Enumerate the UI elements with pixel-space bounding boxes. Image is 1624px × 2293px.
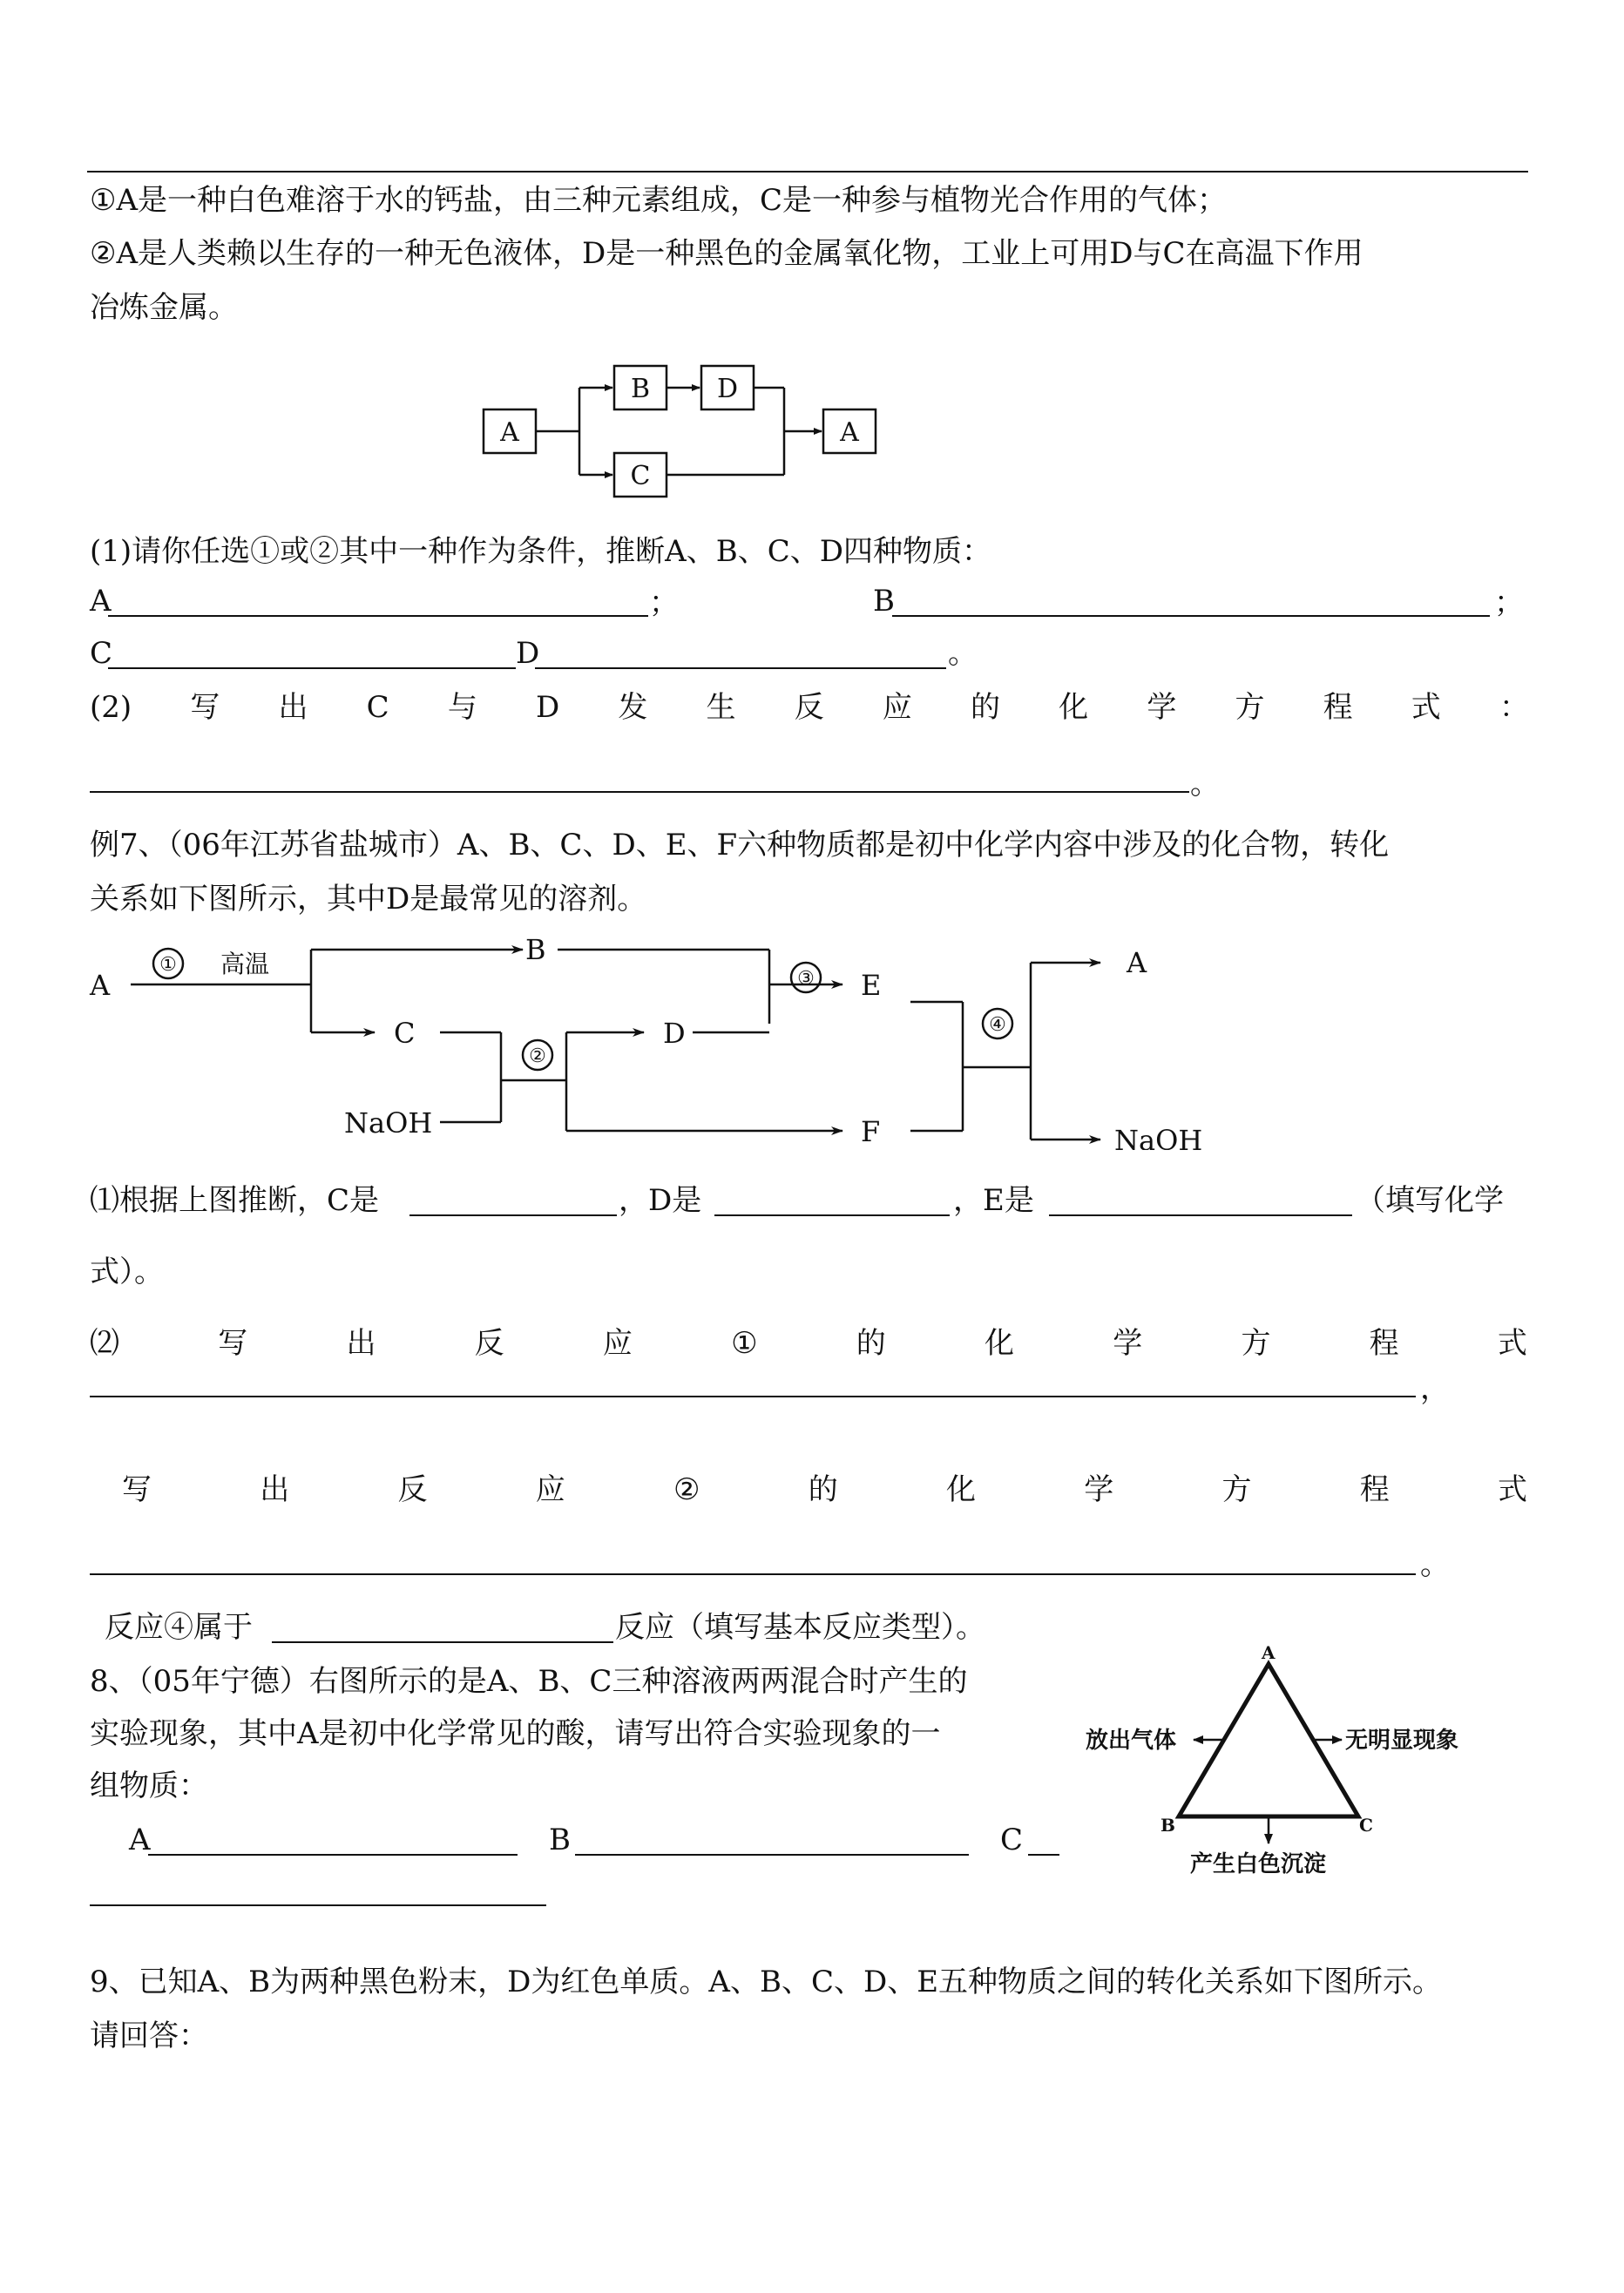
node-naoh-out: NaOH (1114, 1124, 1203, 1150)
svg-text:②: ② (529, 1045, 546, 1067)
q7-1-part-c: ，E是 (953, 1183, 1034, 1218)
answer-7-2-blank[interactable] (90, 1396, 1416, 1397)
q7-1-part-d: （填写化学 (1356, 1183, 1504, 1218)
answer-6-2-blank[interactable] (90, 791, 1189, 793)
label-d: D (716, 374, 739, 404)
answer-e-7-blank[interactable] (1049, 1214, 1352, 1216)
label-8-b: B (549, 1823, 571, 1857)
label-answer-b: B (873, 584, 895, 619)
problem-9-line-2: 请回答： (90, 2019, 208, 2053)
node-d: D (663, 1017, 686, 1050)
example-7-line-1: 例7、（06年江苏省盐城市）A、B、C、D、E、F六种物质都是初中化学内容中涉及的化合物，转化 (90, 828, 1390, 862)
node-a-out: A (1127, 946, 1147, 979)
flow-diagram-1 (470, 357, 889, 514)
top-rule (87, 171, 1528, 172)
question-6-1: (1)请你任选①或②其中一种作为条件，推断A、B、C、D四种物质： (90, 534, 991, 569)
example-7-line-2: 关系如下图所示，其中D是最常见的溶剂。 (90, 882, 647, 917)
label-answer-d: D (516, 636, 540, 671)
end-period-1: 。 (948, 636, 978, 671)
answer-b-blank[interactable] (892, 615, 1490, 617)
question-7-2: ⑵ 写 出 反 应 ① 的 化 学 方 程 式 (90, 1326, 1527, 1361)
svg-text:①: ① (159, 954, 177, 976)
label-b: B (630, 374, 651, 404)
label-answer-c: C (90, 636, 113, 671)
answer-c-7-blank[interactable] (409, 1214, 617, 1216)
q7-4-part-b: 反应（填写基本反应类型）。 (615, 1610, 985, 1645)
label-gas-released: 放出气体 (1086, 1728, 1177, 1754)
q7-1-part-b: ，D是 (619, 1183, 702, 1218)
answer-d-blank[interactable] (535, 667, 946, 669)
node-b: B (525, 933, 546, 966)
vertex-b: B (1160, 1815, 1175, 1836)
label-8-a: A (129, 1823, 151, 1857)
problem-8-line-3: 组物质： (90, 1769, 208, 1803)
problem-8-line-2: 实验现象，其中A是初中化学常见的酸，请写出符合实验现象的一 (90, 1716, 941, 1751)
problem-9-line-1: 9、已知A、B为两种黑色粉末，D为红色单质。A、B、C、D、E五种物质之间的转化关系如下图所示。 (90, 1965, 1443, 1999)
answer-7-3-blank[interactable] (90, 1573, 1416, 1575)
answer-7-4-blank[interactable] (272, 1641, 613, 1643)
svg-text:③: ③ (797, 968, 815, 990)
end-period-2: 。 (1190, 767, 1220, 802)
q7-1-part-e: 式）。 (90, 1255, 164, 1289)
node-a: A (90, 969, 111, 1002)
label-a-left: A (500, 417, 519, 448)
comma-7-2: ， (1420, 1371, 1450, 1406)
question-6-2: (2) 写 出 C 与 D 发 生 反 应 的 化 学 方 程 式 ： (90, 690, 1529, 725)
node-c: C (394, 1017, 416, 1050)
node-f: F (861, 1115, 881, 1148)
q7-4-part-a: 反应④属于 (105, 1610, 253, 1645)
condition-2a: ②A是人类赖以生存的一种无色液体，D是一种黑色的金属氧化物，工业上可用D与C在高温下作用 (90, 236, 1363, 271)
answer-8-a-blank[interactable] (148, 1854, 518, 1856)
condition-gaowen: 高温 (220, 950, 270, 978)
vertex-c: C (1359, 1815, 1373, 1836)
vertex-a: A (1262, 1642, 1276, 1663)
answer-8-c-blank-1[interactable] (1028, 1854, 1059, 1856)
label-a-right: A (840, 417, 859, 448)
q7-1-part-a: ⑴根据上图推断，C是 (90, 1183, 380, 1218)
problem-8-line-1: 8、（05年宁德）右图所示的是A、B、C三种溶液两两混合时产生的 (90, 1664, 968, 1699)
label-white-precipitate: 产生白色沉淀 (1190, 1851, 1327, 1877)
node-naoh-in: NaOH (344, 1106, 433, 1140)
label-8-c: C (1000, 1823, 1024, 1857)
flow-diagram-2 (83, 932, 1233, 1150)
separator-1: ； (649, 585, 679, 620)
end-period-7-3: 。 (1420, 1547, 1450, 1582)
condition-1: ①A是一种白色难溶于水的钙盐，由三种元素组成，C是一种参与植物光合作用的气体； (90, 183, 1228, 218)
triangle-diagram (1080, 1638, 1481, 1882)
node-e: E (861, 969, 882, 1002)
answer-d-7-blank[interactable] (714, 1214, 950, 1216)
question-7-3: 写 出 反 应 ② 的 化 学 方 程 式 (122, 1472, 1527, 1507)
condition-2b: 冶炼金属。 (90, 290, 238, 325)
answer-8-c-blank-2[interactable] (90, 1904, 546, 1906)
answer-c-blank[interactable] (108, 667, 516, 669)
answer-8-b-blank[interactable] (575, 1854, 969, 1856)
label-c: C (630, 461, 651, 491)
separator-2: ； (1494, 585, 1524, 620)
answer-a-blank[interactable] (108, 615, 648, 617)
label-answer-a: A (90, 584, 112, 619)
label-no-phenomenon: 无明显现象 (1345, 1728, 1459, 1754)
svg-text:④: ④ (989, 1014, 1006, 1036)
